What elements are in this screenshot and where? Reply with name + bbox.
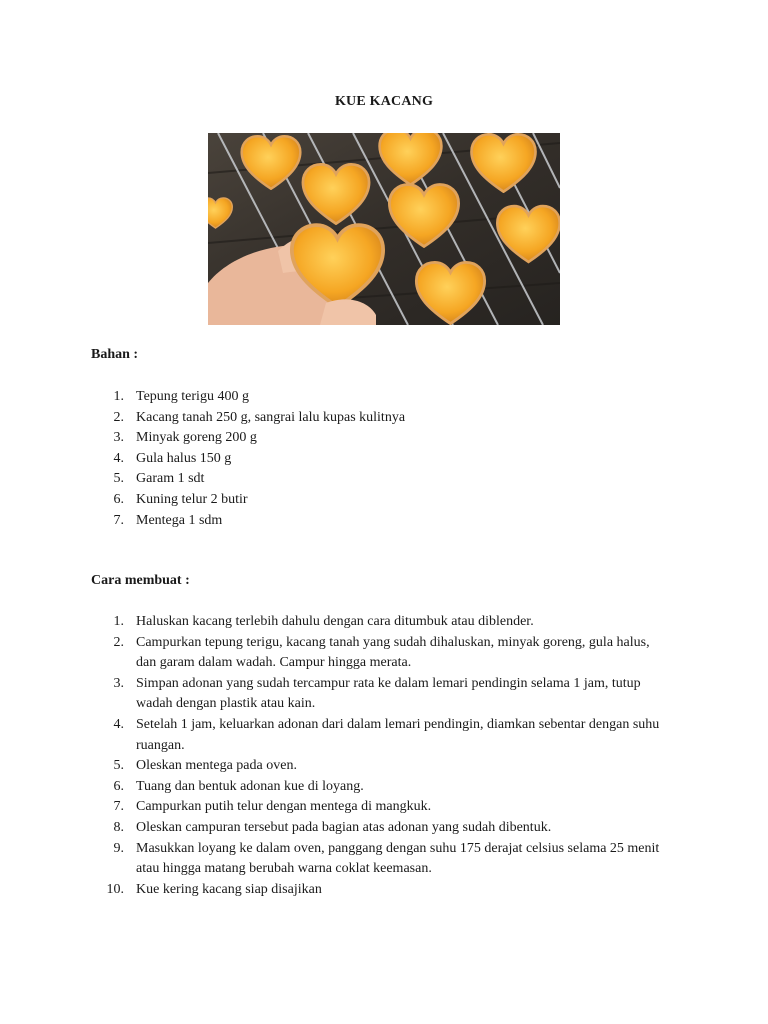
item-text: Tepung terigu 400 g	[136, 389, 249, 404]
ingredients-list	[91, 387, 691, 531]
item-text: Simpan adonan yang sudah tercampur rata ke dalam lemari pendingin selama 1 jam, tutup wadah dengan plastik atau kain.	[136, 675, 641, 712]
item-number: 6.	[113, 778, 124, 794]
steps-list	[91, 612, 691, 900]
item-text: Kacang tanah 250 g, sangrai lalu kupas kulitnya	[136, 409, 406, 425]
item-number: 6.	[113, 491, 124, 507]
list-item	[91, 387, 691, 408]
item-text: Haluskan kacang terlebih dahulu dengan cara ditumbuk atau diblender.	[136, 614, 534, 629]
item-number: 2.	[113, 409, 124, 425]
list-item	[91, 756, 691, 777]
item-text: Masukkan loyang ke dalam oven, panggang dengan suhu 175 derajat celsius selama 25 menit atau hingga matang berubah warna coklat keemasan.	[136, 840, 660, 877]
item-number: 3.	[113, 675, 124, 691]
item-number: 10.	[106, 881, 124, 897]
item-text: Kue kering kacang siap disajikan	[136, 881, 322, 897]
item-text: Oleskan mentega pada oven.	[136, 758, 297, 774]
item-text: Minyak goreng 200 g	[136, 430, 257, 446]
list-item	[91, 880, 691, 901]
item-number: 2.	[113, 634, 124, 650]
list-item	[91, 633, 691, 674]
item-text: Garam 1 sdt	[136, 471, 205, 487]
list-item	[91, 818, 691, 839]
item-number: 4.	[113, 716, 124, 732]
item-text: Kuning telur 2 butir	[136, 491, 248, 507]
list-item	[91, 428, 691, 449]
list-item	[91, 612, 691, 633]
list-item	[91, 777, 691, 798]
item-number: 1.	[113, 389, 124, 404]
list-item	[91, 490, 691, 511]
item-text: Gula halus 150 g	[136, 450, 232, 466]
item-text: Campurkan putih telur dengan mentega di mangkuk.	[136, 799, 432, 815]
item-number: 9.	[113, 840, 124, 856]
page-title: KUE KACANG	[334, 94, 434, 109]
steps-heading: Cara membuat :	[91, 573, 190, 588]
item-number: 7.	[113, 512, 124, 528]
item-number: 7.	[113, 799, 124, 815]
item-text: Tuang dan bentuk adonan kue di loyang.	[136, 778, 364, 794]
item-text: Campurkan tepung terigu, kacang tanah yang sudah dihaluskan, minyak goreng, gula halus, dan garam dalam wadah. Campur hingga merata.	[136, 634, 650, 671]
item-number: 5.	[113, 471, 124, 487]
list-item	[91, 839, 691, 880]
item-number: 8.	[113, 819, 124, 835]
item-number: 1.	[113, 614, 124, 629]
item-text: Setelah 1 jam, keluarkan adonan dari dalam lemari pendingin, diamkan sebentar dengan suhu ruangan.	[136, 716, 660, 753]
list-item	[91, 469, 691, 490]
cookie-photo	[208, 133, 560, 325]
list-item	[91, 511, 691, 532]
list-item	[91, 674, 691, 715]
item-number: 4.	[113, 450, 124, 466]
item-text: Mentega 1 sdm	[136, 512, 223, 528]
item-text: Oleskan campuran tersebut pada bagian atas adonan yang sudah dibentuk.	[136, 819, 552, 835]
item-number: 5.	[113, 758, 124, 774]
ingredients-heading: Bahan :	[91, 347, 139, 362]
list-item	[91, 797, 691, 818]
list-item	[91, 715, 691, 756]
list-item	[91, 449, 691, 470]
list-item	[91, 408, 691, 429]
item-number: 3.	[113, 430, 124, 446]
